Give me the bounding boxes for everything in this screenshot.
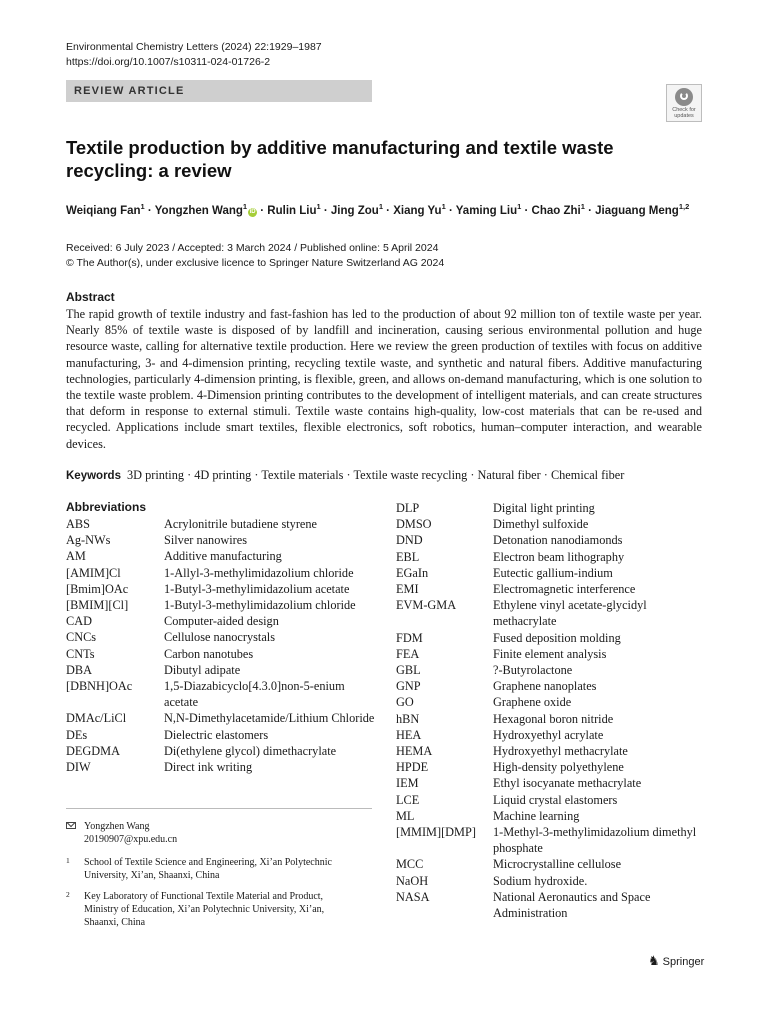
abbreviation-definition: 1,5-Diazabicyclo[4.3.0]non-5-enium acetate (164, 679, 345, 710)
author-affiliation-sup: 1 (378, 202, 383, 211)
abbreviation-definition: Computer-aided design (164, 614, 279, 629)
abbreviation-definition: High-density polyethylene (493, 760, 624, 775)
abbreviation-term: FDM (396, 630, 423, 645)
author-separator: · (320, 204, 331, 217)
abbreviation-definition: Carbon nanotubes (164, 646, 254, 661)
abbreviation-term: CNTs (66, 646, 95, 661)
abbreviation-definition: Acrylonitrile butadiene styrene (164, 517, 317, 531)
abbreviation-definition: Finite element analysis (493, 646, 607, 661)
abbreviation-definition: Machine learning (493, 808, 580, 823)
author-separator: · (521, 204, 532, 217)
abbreviation-row (396, 792, 708, 808)
abbreviation-definition: Hydroxyethyl acrylate (493, 727, 604, 742)
abbreviations-right-column (396, 500, 708, 921)
journal-header (66, 40, 322, 70)
abbreviation-row (66, 743, 376, 759)
abbreviation-definition: National Aeronautics and Space Administration (493, 889, 651, 921)
author-name[interactable]: Jiaguang Meng (595, 204, 679, 217)
check-updates-line2: updates (674, 113, 694, 119)
footnote-divider (66, 808, 372, 809)
abbreviation-row (396, 646, 708, 662)
abstract-heading: Abstract (66, 290, 115, 304)
doi-link[interactable]: https://doi.org/10.1007/s10311-024-01726-2 (66, 56, 271, 68)
abbreviation-term: DMAc/LiCl (66, 711, 127, 726)
springer-horse-icon: ♞ (648, 953, 660, 968)
abbreviation-row (396, 743, 708, 759)
abbreviation-row (66, 516, 376, 532)
abbreviation-row (66, 532, 376, 548)
abbreviation-row (66, 613, 376, 629)
abbreviation-term: [Bmim]OAc (66, 581, 129, 596)
history-dates: Received: 6 July 2023 / Accepted: 3 March 2024 / Published online: 5 April 2024 (66, 242, 439, 254)
abbreviation-term: DEGDMA (66, 743, 120, 758)
abbreviation-definition: Ethylene vinyl acetate-glycidyl methacrylate (493, 598, 647, 629)
corresponding-author (66, 820, 177, 846)
abbreviation-term: Ag-NWs (66, 533, 111, 548)
author-separator: · (257, 204, 268, 217)
abbreviation-row (396, 500, 708, 516)
abbreviation-term: [BMIM][Cl] (66, 598, 129, 613)
abbreviation-term: CNCs (66, 630, 97, 645)
author-affiliation-sup: 1 (441, 202, 446, 211)
abbreviation-term: [MMIM][DMP] (396, 825, 476, 840)
envelope-icon (66, 822, 76, 829)
abbreviation-row (396, 662, 708, 678)
abbreviation-definition: Microcrystalline cellulose (493, 857, 622, 872)
abbreviations-left-column (66, 516, 376, 775)
abbreviation-row (396, 873, 708, 889)
abbreviation-definition: 1-Butyl-3-methylimidazolium chloride (164, 598, 356, 613)
abbreviation-row (66, 597, 376, 613)
corresponding-name: Yongzhen Wang (84, 821, 150, 832)
author-separator: · (445, 204, 456, 217)
affiliation-text: Key Laboratory of Functional Textile Material and Product, Ministry of Education, Xi’an Polytechnic University, Xi’an, Shaanxi, China (84, 891, 325, 928)
abbreviation-term: FEA (396, 646, 420, 661)
abbreviation-row (396, 581, 708, 597)
abbreviation-row (66, 548, 376, 564)
author-separator: · (382, 204, 394, 217)
abbreviation-row (66, 565, 376, 581)
author-affiliation-sup: 1 (517, 202, 522, 211)
copyright-line: © The Author(s), under exclusive licence to Springer Nature Switzerland AG 2024 (66, 256, 445, 269)
abbreviation-row (396, 775, 708, 791)
abbreviation-definition: ?-Butyrolactone (493, 663, 573, 678)
abbreviation-definition: Fused deposition molding (493, 630, 621, 645)
author-affiliation-sup: 1 (580, 202, 585, 211)
author-name[interactable]: Yongzhen Wang (154, 204, 243, 217)
abbreviation-definition: Electron beam lithography (493, 549, 625, 564)
abbreviation-row (396, 516, 708, 532)
author-name[interactable]: Chao Zhi (531, 204, 581, 217)
author-affiliation-sup: 1 (316, 202, 321, 211)
abbreviation-row (396, 678, 708, 694)
abbreviation-definition: Hexagonal boron nitride (493, 711, 614, 726)
section-label: REVIEW ARTICLE (66, 80, 372, 102)
abbreviation-definition: Graphene oxide (493, 695, 572, 710)
abbreviation-term: [DBNH]OAc (66, 679, 133, 694)
abbreviation-definition: Graphene nanoplates (493, 679, 597, 694)
affiliation-number: 2 (66, 890, 70, 899)
abbreviation-definition: Additive manufacturing (164, 549, 282, 564)
author-affiliation-sup: 1,2 (678, 202, 690, 211)
author-affiliation-sup: 1 (242, 202, 248, 211)
abbreviation-term: DIW (66, 760, 91, 775)
abbreviation-term: ML (396, 808, 415, 823)
abbreviation-term: DND (396, 533, 423, 548)
abbreviation-term: AM (66, 549, 86, 564)
abbreviation-definition: Electromagnetic interference (493, 582, 636, 597)
abbreviation-term: CAD (66, 614, 92, 629)
abbreviation-row (396, 808, 708, 824)
abbreviation-row (396, 597, 708, 629)
abbreviation-term: IEM (396, 776, 419, 791)
abbreviation-term: GBL (396, 663, 421, 678)
abbreviation-definition: 1-Allyl-3-methylimidazolium chloride (164, 565, 354, 580)
abbreviation-definition: Sodium hydroxide. (493, 873, 588, 888)
abbreviation-row (66, 759, 376, 775)
abbreviation-definition: Liquid crystal elastomers (493, 792, 618, 807)
abbreviation-term: GNP (396, 679, 421, 694)
abbreviation-row (396, 630, 708, 646)
abbreviation-term: DMSO (396, 517, 432, 532)
abbreviation-definition: Digital light printing (493, 501, 595, 515)
abbreviation-row (396, 889, 708, 921)
abbreviation-definition: Detonation nanodiamonds (493, 533, 623, 548)
abbreviation-term: HEA (396, 727, 422, 742)
publisher-logo (648, 953, 704, 969)
abbreviation-row (396, 711, 708, 727)
affiliation-1 (66, 856, 366, 882)
abbreviation-term: EVM-GMA (396, 598, 457, 613)
abbreviation-row (66, 678, 376, 710)
abbreviation-row (396, 694, 708, 710)
abbreviation-term: DLP (396, 501, 420, 515)
keywords-list: 3D printing · 4D printing · Textile materials · Textile waste recycling · Natural fiber · Chemical fiber (126, 468, 625, 482)
check-updates-line1: Check for (672, 107, 696, 113)
abbreviation-row (396, 856, 708, 872)
abbreviation-definition: Eutectic gallium-indium (493, 565, 613, 580)
publisher-name: Springer (662, 956, 705, 968)
abbreviation-term: DBA (66, 662, 92, 677)
abbreviation-term: EBL (396, 549, 420, 564)
abbreviation-row (396, 759, 708, 775)
abbreviation-term: GO (396, 695, 414, 710)
abbreviation-definition: Direct ink writing (164, 760, 253, 775)
abbreviations-heading: Abbreviations (66, 500, 147, 514)
author-name[interactable]: Jing Zou (330, 204, 379, 217)
abbreviation-definition: 1-Methyl-3-methylimidazolium dimethyl phosphate (493, 825, 697, 856)
orcid-icon[interactable]: iD (249, 208, 256, 215)
affiliation-2 (66, 890, 366, 929)
abbreviation-row (66, 727, 376, 743)
abbreviation-term: EMI (396, 582, 419, 597)
abbreviation-term: ABS (66, 517, 90, 531)
abbreviation-row (396, 824, 708, 856)
author-name[interactable]: Rulin Liu (267, 204, 317, 217)
abbreviation-definition: Dielectric elastomers (164, 727, 269, 742)
author-name[interactable]: Weiqiang Fan (66, 204, 141, 217)
article-dates (66, 241, 444, 270)
abbreviation-term: HEMA (396, 744, 433, 759)
abbreviation-definition: Dibutyl adipate (164, 662, 241, 677)
abbreviation-definition: Di(ethylene glycol) dimethacrylate (164, 743, 337, 758)
abbreviation-row (66, 629, 376, 645)
journal-citation: Environmental Chemistry Letters (2024) 22:1929–1987 (66, 41, 322, 53)
affiliation-number: 1 (66, 856, 70, 865)
author-separator: · (144, 204, 155, 217)
article-title: Textile production by additive manufacturing and textile waste recycling: a review (66, 137, 614, 181)
abbreviation-term: LCE (396, 792, 420, 807)
corresponding-email[interactable]: 20190907@xpu.edu.cn (84, 834, 178, 845)
abbreviation-row (66, 710, 376, 726)
author-list (66, 202, 689, 217)
author-affiliation-sup: 1 (140, 202, 145, 211)
affiliation-text: School of Textile Science and Engineering, Xi’an Polytechnic University, Xi’an, Shaanxi, China (84, 857, 332, 881)
abstract-text: The rapid growth of textile industry and fast-fashion has led to the production of about 92 million ton of textile waste per year. Nearly 85% of textile waste is disposed of by landfill and incineration, causing serious environmental pollution and huge resource waste, calling for alternative textile production. Here we review the green production of textiles with focus on additive manufacturing, 3- and 4-dimension printing, recycling textile waste, and synthetic and natural fibers. Additive manufacturing technologies, particularly 4-dimension printing, is flexible, green, and allows on-demand manufacturing, which is one solution to the textile waste problem. 4-Dimension printing contributes to the development of intelligent materials, and can create structures that deform in response to external stimuli. Textile waste contains high-quality, low-cost materials that can be re-used and recycled. Applications include smart textiles, flexible electronics, soft robotics, human–computer interaction, and wearable devices. (66, 307, 702, 451)
abbreviation-row (66, 662, 376, 678)
keywords-label: Keywords (66, 470, 121, 482)
check-for-updates-badge[interactable] (666, 84, 702, 122)
abbreviation-definition: N,N-Dimethylacetamide/Lithium Chloride (164, 711, 375, 726)
keywords-line (66, 468, 706, 483)
abbreviation-term: NaOH (396, 873, 429, 888)
abbreviation-definition: Cellulose nanocrystals (164, 630, 275, 645)
author-name[interactable]: Yaming Liu (455, 204, 518, 217)
abbreviation-row (66, 581, 376, 597)
abbreviation-term: MCC (396, 857, 424, 872)
author-name[interactable]: Xiang Yu (393, 204, 442, 217)
abbreviation-definition: Silver nanowires (164, 533, 247, 548)
abbreviation-term: DEs (66, 727, 88, 742)
abbreviation-definition: 1-Butyl-3-methylimidazolium acetate (164, 581, 350, 596)
abbreviation-term: NASA (396, 889, 430, 904)
abbreviation-row (396, 549, 708, 565)
abbreviation-term: HPDE (396, 760, 429, 775)
abbreviation-definition: Hydroxyethyl methacrylate (493, 744, 628, 759)
abbreviation-row (396, 532, 708, 548)
abbreviation-definition: Dimethyl sulfoxide (493, 517, 589, 532)
abbreviation-definition: Ethyl isocyanate methacrylate (493, 776, 642, 791)
abbreviation-row (396, 727, 708, 743)
abbreviation-term: hBN (396, 711, 420, 726)
abbreviation-term: EGaIn (396, 565, 429, 580)
author-separator: · (584, 204, 596, 217)
abbreviation-term: [AMIM]Cl (66, 565, 121, 580)
check-updates-icon (675, 88, 693, 106)
abbreviation-row (66, 646, 376, 662)
abbreviation-row (396, 565, 708, 581)
